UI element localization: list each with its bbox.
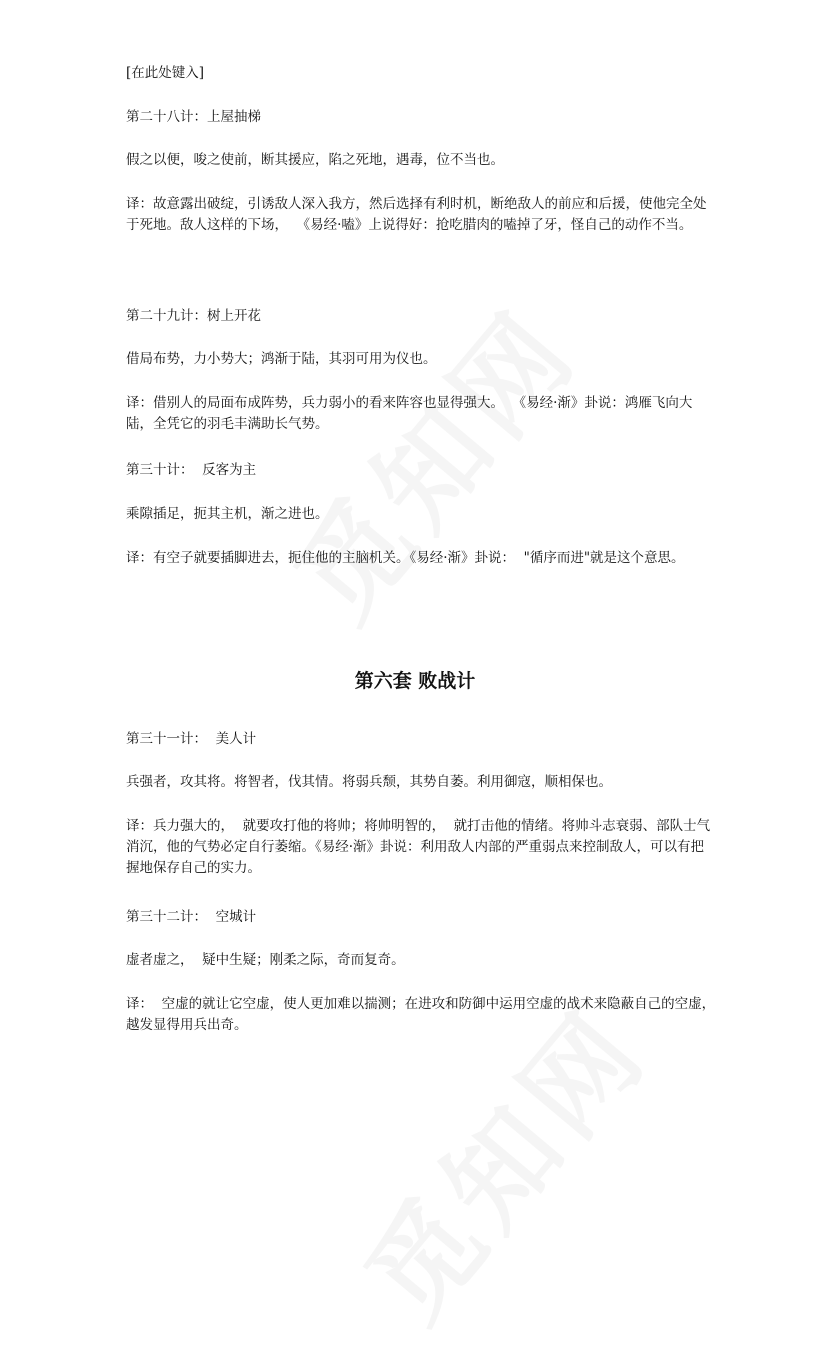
stratagem-translation: 译：兵力强大的， 就要攻打他的将帅；将帅明智的， 就打击他的情绪。将帅斗志衰弱、部队士气消沉，他的气势必定自行萎缩。《易经·渐》卦说：利用敌人内部的严重弱点来控制敌人，可以有把握地保存自己的实力。 bbox=[126, 818, 711, 876]
stratagem-translation: 译：借别人的局面布成阵势，兵力弱小的看来阵容也显得强大。 《易经·渐》卦说：鸿雁飞向大陆，全凭它的羽毛丰满助长气势。 bbox=[126, 395, 693, 432]
stratagem-translation: 译：有空子就要插脚进去，扼住他的主脑机关。《易经·渐》卦说： "循序而进"就是这个意思。 bbox=[126, 550, 685, 566]
stratagem-text: 乘隙插足，扼其主机，渐之进也。 bbox=[126, 506, 329, 522]
stratagem-title: 第三十一计： 美人计 bbox=[126, 731, 257, 747]
stratagem-text: 虚者虚之， 疑中生疑；刚柔之际，奇而复奇。 bbox=[126, 952, 405, 968]
stratagem-title: 第二十八计：上屋抽梯 bbox=[126, 109, 261, 125]
stratagem-title: 第三十二计： 空城计 bbox=[126, 909, 257, 925]
stratagem-text: 假之以便，唆之使前，断其援应，陷之死地，遇毒，位不当也。 bbox=[126, 152, 504, 168]
stratagem-text: 借局布势，力小势大；鸿渐于陆，其羽可用为仪也。 bbox=[126, 351, 437, 367]
stratagem-title: 第二十九计：树上开花 bbox=[126, 308, 261, 324]
stratagem-translation: 译： 空虚的就让它空虚，使人更加难以揣测；在进攻和防御中运用空虚的战术来隐蔽自己的空虚，越发显得用兵出奇。 bbox=[126, 996, 716, 1033]
stratagem-title: 第三十计： 反客为主 bbox=[126, 462, 257, 478]
stratagem-translation: 译：故意露出破绽，引诱敌人深入我方，然后选择有利时机，断绝敌人的前应和后援，使他完全处于死地。敌人这样的下场， 《易经·嗑》上说得好：抢吃腊肉的嗑掉了牙，怪自己的动作不当。 bbox=[126, 196, 707, 233]
stratagem-text: 兵强者，攻其将。将智者，伐其情。将弱兵颓，其势自萎。利用御寇，顺相保也。 bbox=[126, 774, 612, 790]
section-heading: 第六套 败战计 bbox=[354, 670, 476, 692]
header-placeholder[interactable]: [在此处键入] bbox=[126, 65, 205, 81]
